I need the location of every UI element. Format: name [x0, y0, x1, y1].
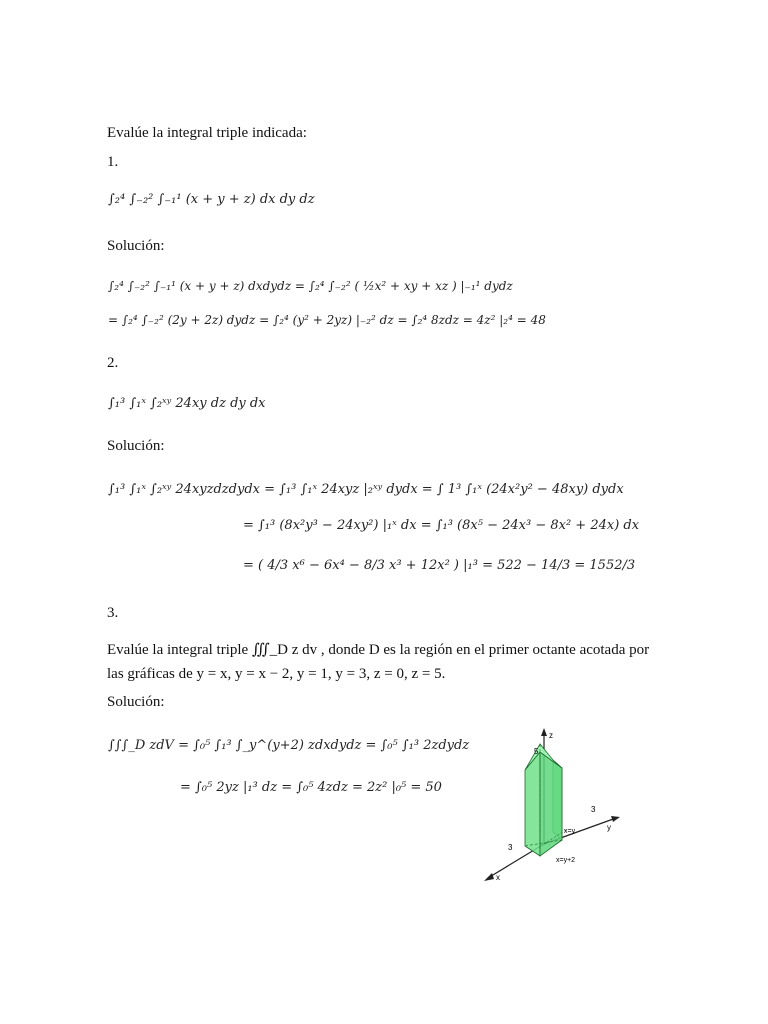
axis-y-label: y	[607, 823, 611, 832]
problem-3-solution-line-2: = ∫₀⁵ 2yz |₁³ dz = ∫₀⁵ 4zdz = 2z² |₀⁵ = 50	[180, 780, 442, 795]
intro-text: Evalúe la integral triple indicada:	[107, 125, 307, 141]
problem-3-statement-line-2: las gráficas de y = x, y = x − 2, y = 1, y = 3, z = 0, z = 5.	[107, 666, 446, 682]
problem-2-solution-line-2: = ∫₁³ (8x²y³ − 24xy²) |₁ˣ dx = ∫₁³ (8x⁵ − 24x³ − 8x² + 24x) dx	[243, 518, 640, 533]
region-figure	[470, 722, 640, 892]
problem-2-solution-line-1: ∫₁³ ∫₁ˣ ∫₂ˣʸ 24xyzdzdydx = ∫₁³ ∫₁ˣ 24xyz |₂ˣʸ dydx = ∫ 1³ ∫₁ˣ (24x²y² − 48xy) dydx	[108, 482, 624, 497]
problem-1-integral: ∫₂⁴ ∫₋₂² ∫₋₁¹ (x + y + z) dx dy dz	[108, 192, 315, 207]
problem-2-solution-label: Solución:	[107, 438, 165, 454]
tick-z-label: 5	[534, 747, 539, 756]
tick-y-label: 3	[591, 805, 596, 814]
plane-x-eq-y-plus-2-label: x=y+2	[556, 857, 576, 864]
problem-3-solution-label: Solución:	[107, 694, 165, 710]
problem-2-number: 2.	[107, 355, 119, 371]
problem-2-solution-line-3: = ( 4/3 x⁶ − 6x⁴ − 8/3 x³ + 12x² ) |₁³ = 522 − 14/3 = 1552/3	[243, 558, 636, 573]
axis-z-label: z	[549, 731, 553, 740]
x-axis-arrow-icon	[484, 873, 494, 881]
prism-front-face	[540, 752, 562, 856]
problem-1-number: 1.	[107, 154, 119, 170]
problem-3-number: 3.	[107, 605, 119, 621]
y-axis-arrow-icon	[611, 816, 620, 822]
problem-2-integral: ∫₁³ ∫₁ˣ ∫₂ˣʸ 24xy dz dy dx	[108, 396, 266, 411]
z-axis-arrow-icon	[541, 728, 547, 736]
axis-x-label: x	[496, 873, 500, 882]
problem-1-solution-line-2: = ∫₂⁴ ∫₋₂² (2y + 2z) dydz = ∫₂⁴ (y² + 2yz) |₋₂² dz = ∫₂⁴ 8zdz = 4z² |₂⁴ = 48	[108, 313, 546, 327]
problem-3-statement-line-1: Evalúe la integral triple ∭_D z dv , donde D es la región en el primer octante acotada por	[107, 642, 650, 658]
problem-1-solution-label: Solución:	[107, 238, 165, 254]
problem-3-solution-line-1: ∫∫∫_D zdV = ∫₀⁵ ∫₁³ ∫_y^(y+2) zdxdydz = ∫₀⁵ ∫₁³ 2zdydz	[108, 738, 470, 753]
plane-x-eq-y-label: x=y	[564, 828, 576, 835]
tick-x-label: 3	[508, 843, 513, 852]
problem-1-solution-line-1: ∫₂⁴ ∫₋₂² ∫₋₁¹ (x + y + z) dxdydz = ∫₂⁴ ∫₋₂² ( ½x² + xy + xz ) |₋₁¹ dydz	[108, 279, 513, 293]
